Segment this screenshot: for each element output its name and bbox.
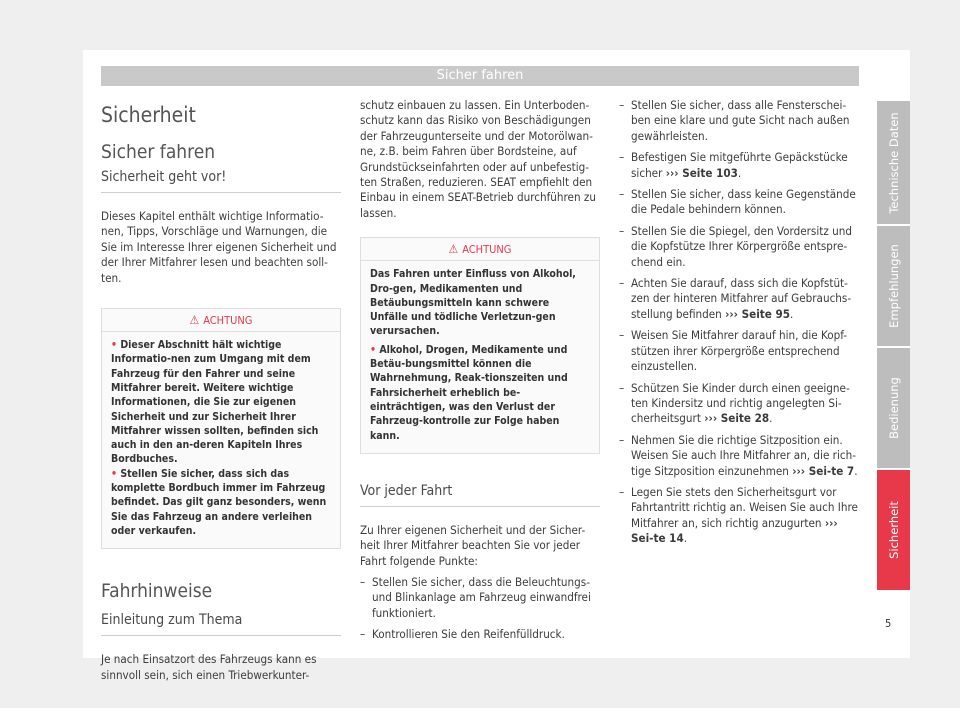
punctuation: . (789, 306, 794, 321)
warning-item (370, 343, 590, 443)
side-tab-sicherheit[interactable] (877, 470, 910, 590)
warning-header (361, 238, 599, 261)
column-2 (360, 98, 600, 643)
column-1 (101, 96, 341, 683)
warning-title: ACHTUNG (462, 243, 512, 257)
warning-header (102, 309, 340, 332)
list-item-text: Nehmen Sie die richtige Sitzposition ein. Weisen Sie auch Ihre Mitfahrer an, die rich-tige Sitzposition einzunehmen (631, 432, 856, 478)
list-item: – Stellen Sie sicher, dass keine Gegenstände die Pedale behindern können. (619, 187, 856, 217)
running-header: Sicher fahren (101, 66, 859, 86)
punctuation: . (769, 411, 773, 426)
side-tab-label: Technische Daten (886, 111, 901, 214)
list-item-text: Achten Sie darauf, dass sich die Kopfstüt-zen der hinteren Mitfahrer auf Gebrauchs-stellung befinden (631, 276, 852, 321)
page-reference-link[interactable]: ››› Seite 103 (665, 165, 738, 180)
bullet-icon: • (370, 343, 380, 356)
warning-item (111, 338, 331, 467)
list-item-text: Stellen Sie sicher, dass alle Fensterschei-ben eine klare und gute Sicht nach außen gewährleisten. (631, 98, 850, 143)
paragraph: Je nach Einsatzort des Fahrzeugs kann es sinnvoll sein, sich einen Triebwerkunter- (101, 652, 317, 682)
list-item: – Schützen Sie Kinder durch einen geeigne-ten Kindersitz und richtig angelegten Si-cherheitsgurt ››› Seite 28. (619, 380, 850, 426)
subsection-title: Einleitung zum Thema (101, 611, 341, 636)
list-item-text: Weisen Sie Mitfahrer darauf hin, die Kopf-stützen ihrer Körpergröße entsprechend einzustellen. (631, 328, 848, 374)
punctuation: . (683, 531, 688, 546)
list-item: – Kontrollieren Sie den Reifenfülldruck. (360, 627, 565, 642)
bullet-icon: • (111, 339, 121, 352)
list-item-text: Legen Sie stets den Sicherheitsgurt vor Fahrtantritt richtig an. Weisen Sie auch Ihre Mitfahrer an, sich richtig anzugurten (631, 484, 858, 530)
list-item: – Stellen Sie sicher, dass die Beleuchtungs-und Blinkanlage am Fahrzeug einwandfrei funktioniert. (360, 575, 600, 621)
list-item: – Legen Sie stets den Sicherheitsgurt vor Fahrtantritt richtig an. Weisen Sie auch Ihre Mitfahrer an, sich richtig anzugurten ››› Sei-te 14. (619, 484, 858, 546)
list-item-text: Stellen Sie sicher, dass die Beleuchtungs-und Blinkanlage am Fahrzeug einwandfrei funktioniert. (372, 575, 591, 620)
intro-paragraph: Dieses Kapitel enthält wichtige Informatio-nen, Tipps, Vorschläge und Warnungen, die Sie im Interesse Ihrer eigenen Sicherheit und der Ihrer Mitfahrer lesen und beachten soll-ten. (101, 209, 337, 285)
warning-text: Das Fahren unter Einfluss von Alkohol, Dro-gen, Medikamenten und Betäubungsmitteln kann schwere Unfälle und tödliche Verletzun-gen verursachen. (370, 268, 576, 338)
page-reference-link[interactable]: ››› Seite 28 (704, 411, 770, 426)
list-item: – Nehmen Sie die richtige Sitzposition ein. Weisen Sie auch Ihre Mitfahrer an, die rich-tige Sitzposition einzunehmen ››› Sei-te 7. (619, 432, 858, 478)
page-reference-link[interactable]: ››› Sei-te 7 (792, 463, 855, 478)
section-title: Sicher fahren (101, 141, 216, 163)
page-reference-link[interactable]: ››› Sei-te 14 (631, 515, 838, 546)
list-item: – Stellen Sie die Spiegel, den Vordersitz und die Kopfstütze Ihrer Körpergröße entspre-chend ein. (619, 223, 852, 269)
page-number: 5 (885, 617, 892, 630)
list-item: – Stellen Sie sicher, dass alle Fensterschei-ben eine klare und gute Sicht nach außen gewährleisten. (619, 98, 850, 143)
side-tab-technische-daten[interactable] (877, 101, 910, 224)
warning-item-text: Alkohol, Drogen, Medikamente und Betäu-bungsmittel können die Wahrnehmung, Reak-tionszeiten und Fahrsicherheit erheblich be-einträchtigen, was den Verlust der Fahrzeug-kontrolle zur Folge haben kann. (370, 343, 568, 442)
side-tab-bedienung[interactable] (877, 348, 910, 468)
list-item-text: Befestigen Sie mitgeführte Gepäckstücke sicher (631, 150, 848, 180)
warning-item-text: Stellen Sie sicher, dass sich das komplette Bordbuch immer im Fahrzeug befindet. Das gilt ganz besonders, wenn Sie das Fahrzeug an andere verleihen oder verkaufen. (111, 467, 327, 537)
page-reference-link[interactable]: ››› Seite 95 (725, 306, 790, 321)
list-item: – Achten Sie darauf, dass sich die Kopfstüt-zen der hinteren Mitfahrer auf Gebrauchs-stellung befinden ››› Seite 95. (619, 276, 852, 321)
warning-item (111, 467, 331, 538)
section-title: Fahrhinweise (101, 580, 213, 603)
list-item: – Weisen Sie Mitfahrer darauf hin, die Kopf-stützen ihrer Körpergröße entsprechend einzustellen. (619, 328, 848, 374)
warning-triangle-icon: ⚠ (189, 313, 200, 328)
list-item-text: Schützen Sie Kinder durch einen geeigne-ten Kindersitz und richtig angelegten Si-cherheitsgurt (631, 380, 850, 426)
punctuation: . (854, 463, 858, 478)
bullet-icon: • (111, 467, 121, 480)
side-tab-empfehlungen[interactable] (877, 226, 910, 346)
chapter-title: Sicherheit (101, 103, 196, 127)
paragraph: Zu Ihrer eigenen Sicherheit und der Sicher-heit Ihrer Mitfahrer beachten Sie vor jeder Fahrt folgende Punkte: (360, 522, 586, 568)
warning-box (360, 237, 600, 454)
list-item-text: Stellen Sie sicher, dass keine Gegenstände die Pedale behindern können. (631, 187, 856, 217)
warning-title: ACHTUNG (203, 314, 253, 328)
side-tab-label: Sicherheit (886, 501, 901, 559)
list-item-text: Kontrollieren Sie den Reifenfülldruck. (372, 627, 565, 642)
side-tab-label: Empfehlungen (886, 244, 901, 328)
warning-item-text: Dieser Abschnitt hält wichtige Informatio-nen zum Umgang mit dem Fahrzeug für den Fahrer und seine Mitfahrer bereit. Weitere wichtige Informationen, die Sie zur eigenen Sicherheit und zur Sicherheit Ihrer Mitfahrer wissen sollten, befinden sich auch in den an-deren Kapiteln Ihres Bordbuches. (111, 339, 319, 466)
list-item-text: Stellen Sie die Spiegel, den Vordersitz und die Kopfstütze Ihrer Körpergröße entspre-chend ein. (631, 223, 852, 269)
list-item: – Befestigen Sie mitgeführte Gepäckstücke sicher ››› Seite 103. (619, 150, 848, 180)
column-3 (619, 98, 859, 547)
subsection-title: Sicherheit geht vor! (101, 168, 341, 193)
punctuation: . (737, 165, 742, 180)
warning-triangle-icon: ⚠ (448, 242, 459, 257)
side-tab-label: Bedienung (886, 377, 901, 439)
warning-box (101, 308, 341, 549)
subsection-title: Vor jeder Fahrt (360, 482, 600, 507)
paragraph: schutz einbauen zu lassen. Ein Unterboden-schutz kann das Risiko von Beschädigungen der Fahrzeugunterseite und der Motorölwan-ne, z.B. beim Fahren über Bordsteine, auf Grundstückseinfahrten oder auf unbefestig-ten Straßen, reduzieren. SEAT empfiehlt den Einbau in einem SEAT-Betrieb durchführen zu lassen. (360, 98, 596, 220)
